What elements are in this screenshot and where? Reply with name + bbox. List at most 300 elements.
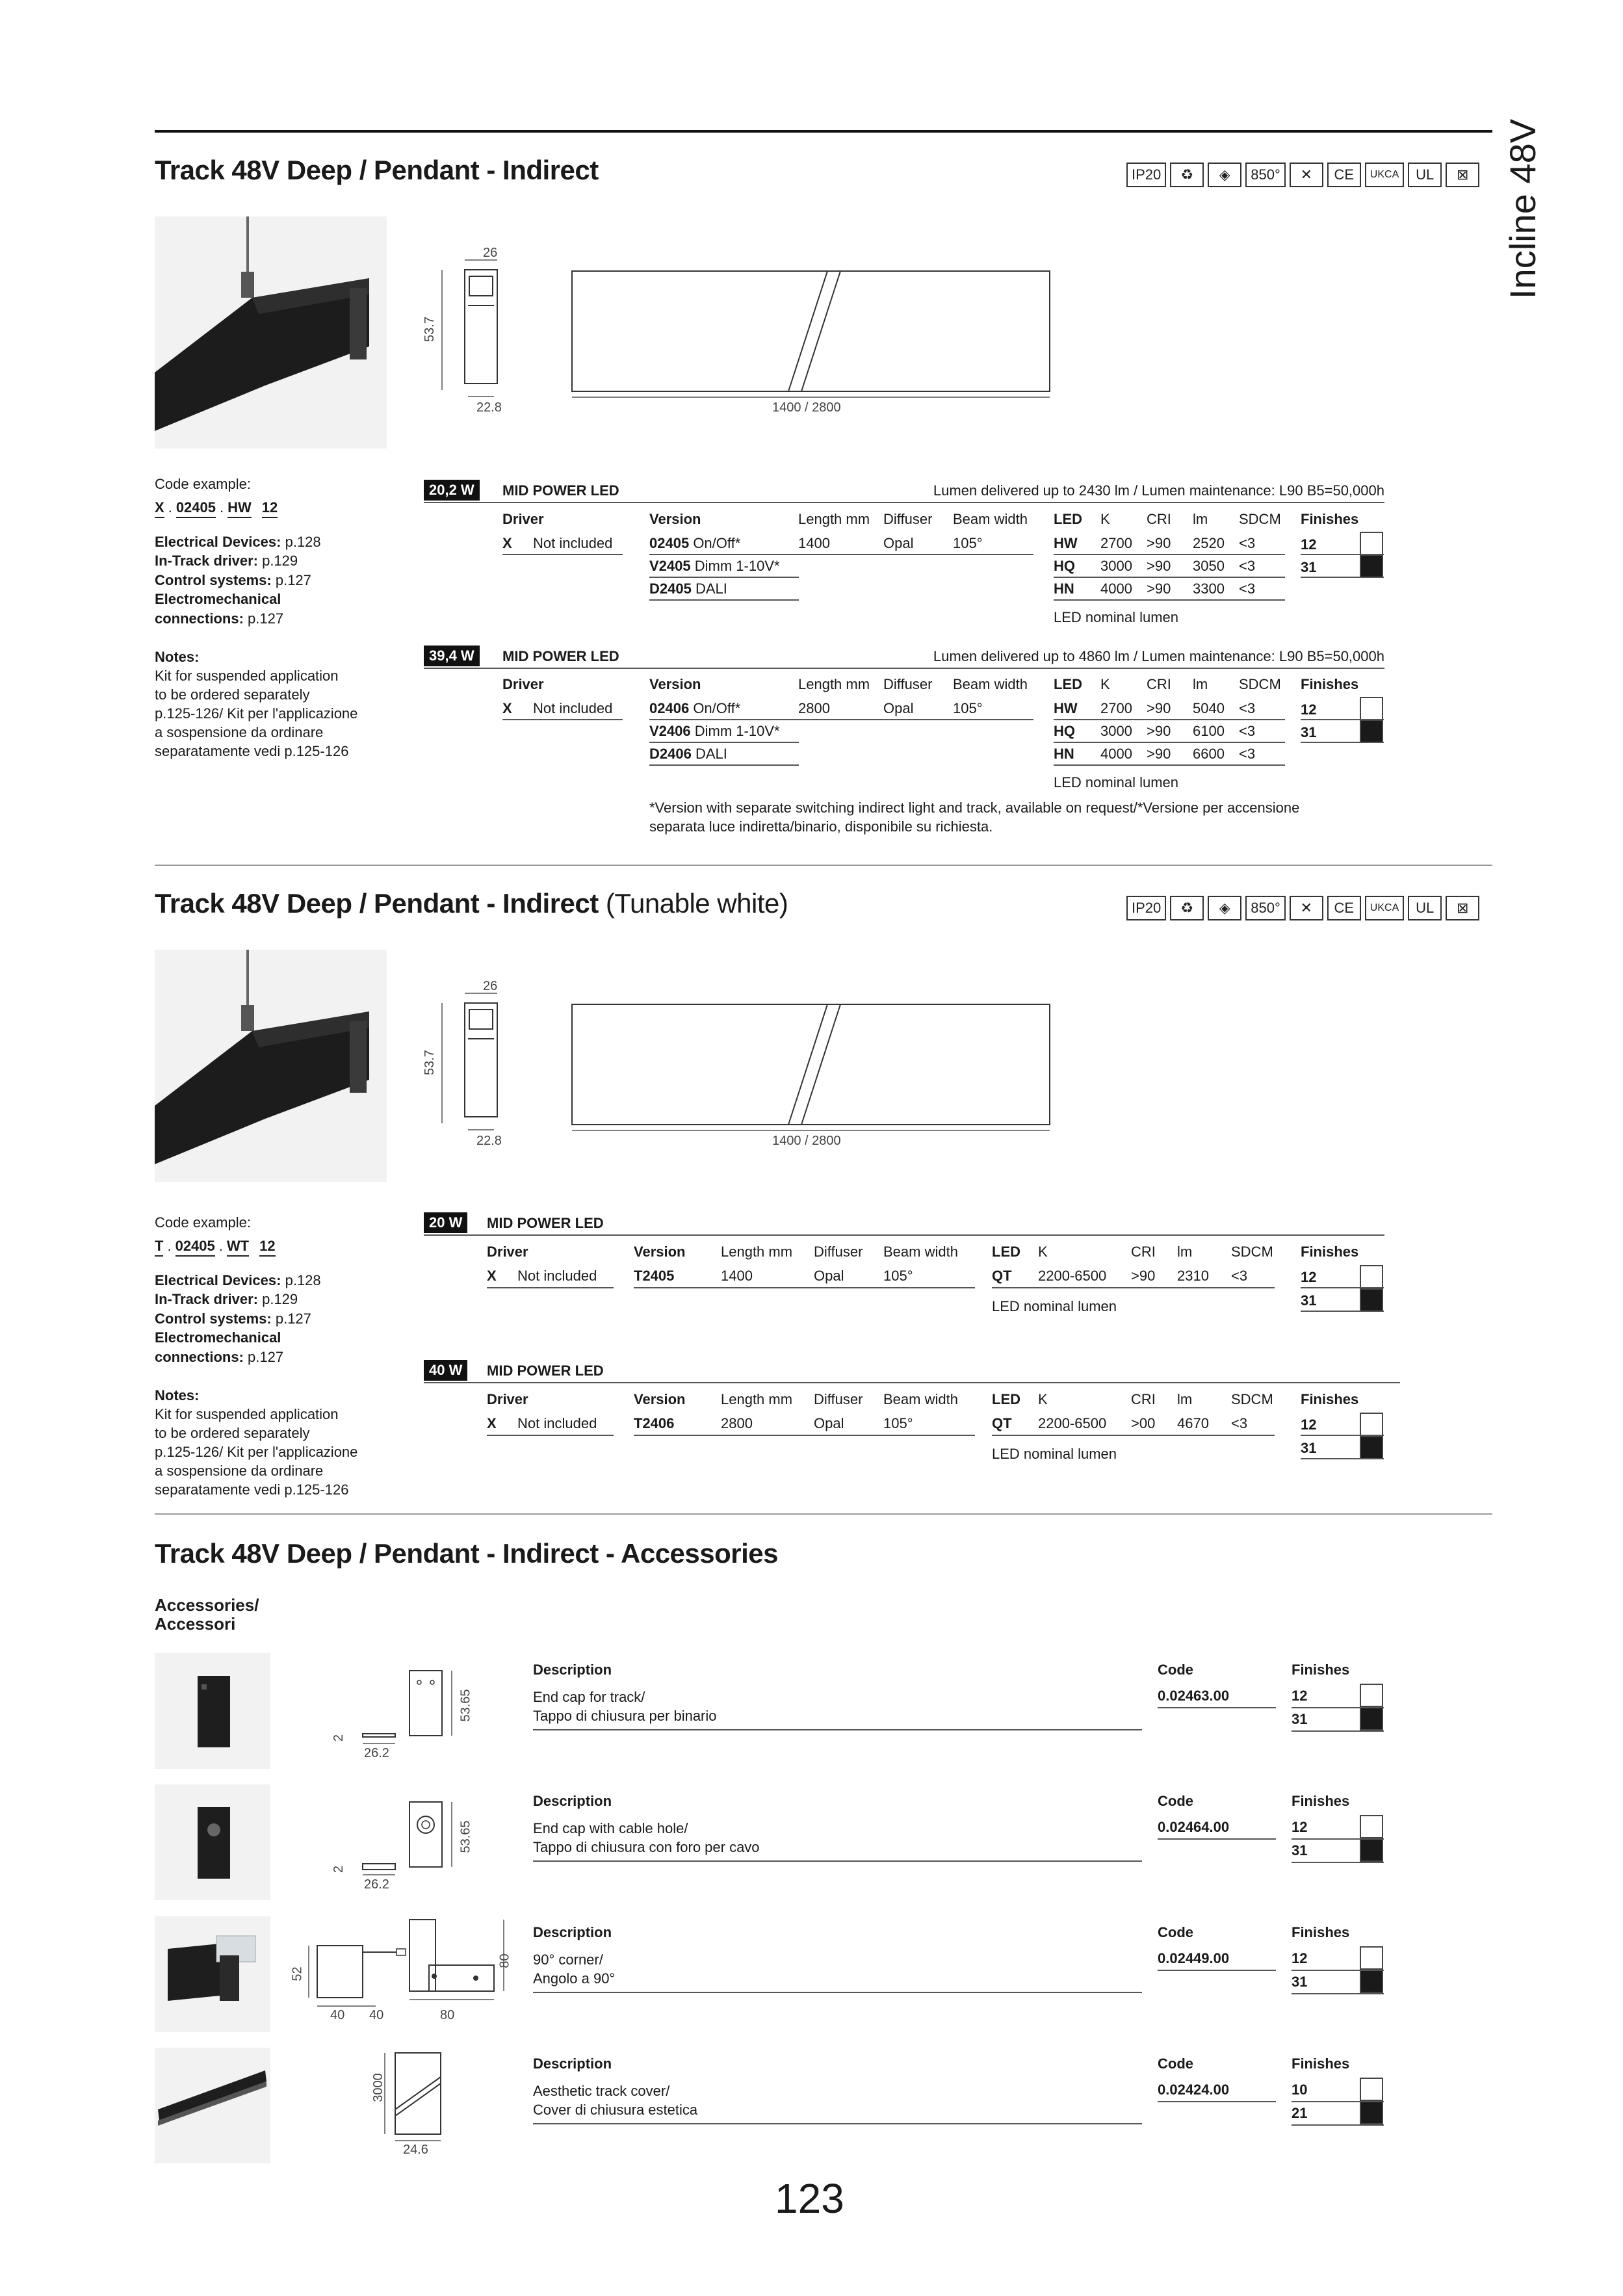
- led-sdcm-2a: <3: [1239, 700, 1256, 716]
- finish-4b: 31: [1301, 1440, 1317, 1456]
- led-nominal-2: LED nominal lumen: [1054, 774, 1178, 790]
- led-k-4: 2200-6500: [1038, 1415, 1107, 1431]
- control-systems-1: Control systems: p.127: [155, 572, 311, 588]
- th-sdcm-4: SDCM: [1231, 1391, 1273, 1407]
- led-k-2c: 4000: [1100, 746, 1132, 762]
- code-example-2: T . 02405 . WT 12: [155, 1236, 279, 1257]
- length-1: 1400: [798, 535, 830, 551]
- top-rule: [155, 130, 1492, 133]
- version-3: T2405: [634, 1268, 675, 1284]
- driver-code-3: X: [487, 1268, 497, 1284]
- product-photo-2: [155, 950, 387, 1182]
- led-sdcm-2b: <3: [1239, 723, 1256, 739]
- notes-line-1b: to be ordered separately: [155, 686, 310, 703]
- version-row-1a: 02405 On/Off*: [649, 535, 741, 551]
- th-cri-1: CRI: [1147, 511, 1171, 527]
- swatch-black-1: [1360, 554, 1383, 578]
- ce-icon: CE: [1327, 163, 1361, 187]
- swatch-white-2: [1360, 697, 1383, 720]
- led-code-1b: HQ: [1054, 558, 1075, 574]
- swatch-black-3: [1360, 1288, 1383, 1312]
- accessory-drawing-3: [305, 1916, 520, 2020]
- dim-length-1: 1400 / 2800: [772, 400, 841, 415]
- th-version-2: Version: [649, 676, 701, 692]
- finish-rule-3b: [1301, 1311, 1384, 1312]
- acc3-finish-rule-a: [1292, 1970, 1384, 1971]
- accessory-photo-2: [155, 1784, 270, 1900]
- led-sdcm-3: <3: [1231, 1268, 1248, 1284]
- acc4-code: 0.02424.00: [1158, 2081, 1230, 2098]
- th-lm-2: lm: [1193, 676, 1208, 692]
- ukca-icon: UKCA: [1365, 896, 1404, 920]
- acc4-finish-1: 10: [1292, 2081, 1308, 2098]
- notes-line-2d: a sospensione da ordinare: [155, 1463, 324, 1479]
- accessories-sub-1: Accessories/: [155, 1595, 259, 1615]
- power-badge-3: 20 W: [424, 1212, 467, 1233]
- acc2-finish-rule-b: [1292, 1862, 1384, 1863]
- accessory-photo-1: [155, 1653, 270, 1769]
- th-diffuser-4: Diffuser: [814, 1391, 863, 1407]
- led-nominal-4: LED nominal lumen: [992, 1446, 1117, 1462]
- finish-rule-4a: [1301, 1435, 1384, 1436]
- end-cap-image: [155, 1653, 270, 1769]
- spec-rule-4: [634, 1435, 975, 1436]
- acc1-dim-width: 26.2: [364, 1746, 389, 1760]
- led-lm-2c: 6600: [1193, 746, 1225, 762]
- acc4-swatch-white: [1360, 2078, 1383, 2101]
- th-sdcm-3: SDCM: [1231, 1244, 1273, 1260]
- led-type-1: MID POWER LED: [502, 482, 619, 499]
- pendant-profile-image: [155, 216, 387, 449]
- driver-rule-2: [502, 719, 623, 720]
- acc1-code-rule: [1158, 1707, 1276, 1708]
- ip20-icon: IP20: [1126, 896, 1166, 920]
- acc2-desc-2: Tappo di chiusura con foro per cavo: [533, 1839, 760, 1855]
- led-lm-1c: 3300: [1193, 581, 1225, 597]
- led-sdcm-2c: <3: [1239, 746, 1256, 762]
- section3-title: Track 48V Deep / Pendant - Indirect - Accessories: [155, 1538, 779, 1569]
- finish-4a: 12: [1301, 1416, 1317, 1433]
- version-row-2a: 02406 On/Off*: [649, 700, 741, 716]
- acc2-swatch-black: [1360, 1838, 1383, 1862]
- product-photo-1: [155, 216, 387, 449]
- ukca-icon: UKCA: [1365, 163, 1404, 187]
- led-lm-2a: 5040: [1193, 700, 1225, 716]
- acc3-th-code: Code: [1158, 1924, 1193, 1940]
- led-k-2a: 2700: [1100, 700, 1132, 716]
- code-example-label-1: Code example:: [155, 476, 251, 492]
- acc2-finish-2: 31: [1292, 1842, 1308, 1859]
- led-cri-1c: >90: [1147, 581, 1171, 597]
- finish-rule-2b: [1301, 742, 1384, 743]
- accessory-drawing-2: [325, 1795, 474, 1906]
- diffuser-2: Opal: [883, 700, 914, 716]
- section-divider-1: [155, 865, 1492, 866]
- led-sdcm-4: <3: [1231, 1415, 1248, 1431]
- electrical-devices-2: Electrical Devices: p.128: [155, 1272, 321, 1288]
- led-type-4: MID POWER LED: [487, 1363, 604, 1379]
- code-example-label-2: Code example:: [155, 1214, 251, 1231]
- spec-rule-3: [634, 1287, 975, 1288]
- led-rule-1c: [1054, 599, 1285, 601]
- length-4: 2800: [721, 1415, 753, 1431]
- th-version-1: Version: [649, 511, 701, 527]
- accessories-sub-2: Accessori: [155, 1614, 236, 1634]
- acc2-swatch-white: [1360, 1815, 1383, 1838]
- th-driver-4: Driver: [487, 1391, 528, 1407]
- led-cri-4: >00: [1131, 1415, 1156, 1431]
- notes-label-2: Notes:: [155, 1387, 200, 1403]
- acc4-desc-2: Cover di chiusura estetica: [533, 2102, 698, 2118]
- page-number: 123: [775, 2175, 844, 2222]
- block-rule-2: [424, 668, 1384, 669]
- acc3-dim-height: 52: [290, 1966, 305, 1981]
- lumen-info-2: Lumen delivered up to 4860 lm / Lumen maintenance: L90 B5=50,000h: [933, 648, 1384, 664]
- led-rule-4: [992, 1435, 1275, 1436]
- led-rule-2c: [1054, 764, 1285, 766]
- acc3-dim-w3: 80: [440, 2008, 455, 2022]
- finish-3a: 12: [1301, 1269, 1317, 1285]
- class-iii-icon: ◈: [1208, 163, 1241, 187]
- led-rule-2a: [1054, 719, 1285, 720]
- acc4-finish-rule-a: [1292, 2101, 1384, 2102]
- led-code-1c: HN: [1054, 581, 1074, 597]
- led-code-4: QT: [992, 1415, 1012, 1431]
- th-lm-1: lm: [1193, 511, 1208, 527]
- th-k-1: K: [1100, 511, 1110, 527]
- version-row-2b: V2406 Dimm 1-10V*: [649, 723, 780, 739]
- driver-rule-3: [487, 1287, 614, 1288]
- acc2-th-code: Code: [1158, 1793, 1193, 1809]
- control-systems-2: Control systems: p.127: [155, 1311, 311, 1327]
- acc1-desc-2: Tappo di chiusura per binario: [533, 1708, 717, 1724]
- led-rule-1a: [1054, 554, 1285, 555]
- led-cri-2b: >90: [1147, 723, 1171, 739]
- led-k-1b: 3000: [1100, 558, 1132, 574]
- dim-width-2: 26: [483, 979, 498, 993]
- version-row-1c: D2405 DALI: [649, 581, 727, 597]
- acc1-finish-rule-b: [1292, 1730, 1384, 1732]
- swatch-black-2: [1360, 720, 1383, 743]
- acc3-desc-rule: [533, 1992, 1142, 1993]
- th-diffuser-2: Diffuser: [883, 676, 933, 692]
- acc3-dim-h2: 80: [497, 1953, 512, 1968]
- ul-icon: UL: [1408, 896, 1442, 920]
- acc4-desc-1: Aesthetic track cover/: [533, 2083, 670, 2099]
- block-rule-4: [424, 1382, 1400, 1383]
- th-cri-4: CRI: [1131, 1391, 1156, 1407]
- accessory-drawing-1: [325, 1664, 474, 1775]
- th-led-4: LED: [992, 1391, 1020, 1407]
- th-finishes-3: Finishes: [1301, 1244, 1359, 1260]
- led-code-3: QT: [992, 1268, 1012, 1284]
- cert-icons-1: [1126, 163, 1479, 187]
- accessory-photo-3: [155, 1916, 270, 2032]
- power-badge-2: 39,4 W: [424, 646, 480, 666]
- end-cap-cable-hole-image: [155, 1784, 270, 1900]
- beam-2: 105°: [953, 700, 983, 716]
- swatch-white-3: [1360, 1265, 1383, 1288]
- th-cri-3: CRI: [1131, 1244, 1156, 1260]
- notes-line-2a: Kit for suspended application: [155, 1406, 339, 1422]
- dim-length-2: 1400 / 2800: [772, 1134, 841, 1148]
- acc1-finish-rule-a: [1292, 1707, 1384, 1708]
- acc3-finish-2: 31: [1292, 1974, 1308, 1990]
- acc3-dim-w1: 40: [330, 2008, 345, 2022]
- th-driver-3: Driver: [487, 1244, 528, 1260]
- driver-name-4: Not included: [517, 1415, 597, 1431]
- acc2-th-description: Description: [533, 1793, 612, 1809]
- acc2-finish-rule-a: [1292, 1838, 1384, 1840]
- diffuser-4: Opal: [814, 1415, 844, 1431]
- track-cover-image: [155, 2048, 270, 2163]
- acc4-th-finishes: Finishes: [1292, 2055, 1350, 2072]
- spec-rule-2: [798, 719, 1033, 720]
- th-length-1: Length mm: [798, 511, 870, 527]
- driver-rule-1: [502, 554, 623, 555]
- no-dimmer-icon: ✕: [1290, 896, 1323, 920]
- version-rule-1b: [649, 577, 799, 578]
- accessory-drawing-4: [364, 2048, 468, 2158]
- dim-width-1: 26: [483, 246, 498, 260]
- led-rule-1b: [1054, 577, 1285, 578]
- acc4-dim-length: 3000: [370, 2073, 385, 2102]
- connections-2: connections: p.127: [155, 1349, 284, 1365]
- driver-code-1: X: [502, 535, 512, 551]
- electromechanical-1: Electromechanical: [155, 591, 281, 607]
- finish-1b: 31: [1301, 559, 1317, 575]
- led-rule-2b: [1054, 742, 1285, 743]
- beam-4: 105°: [883, 1415, 913, 1431]
- swatch-white-4: [1360, 1413, 1383, 1436]
- acc1-swatch-black: [1360, 1707, 1383, 1730]
- led-k-1c: 4000: [1100, 581, 1132, 597]
- led-cri-2c: >90: [1147, 746, 1171, 762]
- acc1-dim-height: 53.65: [458, 1689, 473, 1722]
- version-rule-1a: [649, 554, 799, 555]
- th-k-4: K: [1038, 1391, 1048, 1407]
- led-code-2a: HW: [1054, 700, 1078, 716]
- weee-icon: ⊠: [1446, 896, 1479, 920]
- acc3-code: 0.02449.00: [1158, 1950, 1230, 1966]
- profile-length-drawing-2: [571, 1003, 1052, 1133]
- led-type-2: MID POWER LED: [502, 648, 619, 664]
- finish-3b: 31: [1301, 1292, 1317, 1309]
- connections-1: connections: p.127: [155, 610, 284, 627]
- power-badge-1: 20,2 W: [424, 480, 480, 501]
- acc1-finish-1: 12: [1292, 1688, 1308, 1704]
- finish-rule-4b: [1301, 1458, 1384, 1459]
- acc4-finish-rule-b: [1292, 2124, 1384, 2126]
- acc4-th-description: Description: [533, 2055, 612, 2072]
- section2-title: Track 48V Deep / Pendant - Indirect (Tunable white): [155, 888, 788, 919]
- acc4-swatch-black: [1360, 2101, 1383, 2124]
- electromechanical-2: Electromechanical: [155, 1329, 281, 1346]
- acc2-desc-1: End cap with cable hole/: [533, 1820, 688, 1836]
- corner-joint-image: [155, 1916, 270, 2032]
- th-diffuser-3: Diffuser: [814, 1244, 863, 1260]
- accessory-photo-4: [155, 2048, 270, 2163]
- led-cri-1a: >90: [1147, 535, 1171, 551]
- version-row-1b: V2405 Dimm 1-10V*: [649, 558, 780, 574]
- version-rule-1c: [649, 599, 799, 601]
- driver-name-2: Not included: [533, 700, 613, 716]
- diffuser-3: Opal: [814, 1268, 844, 1284]
- acc1-dim-thick: 2: [331, 1734, 346, 1742]
- th-length-3: Length mm: [721, 1244, 793, 1260]
- version-row-2c: D2406 DALI: [649, 746, 727, 762]
- th-finishes-1: Finishes: [1301, 511, 1359, 527]
- ul-icon: UL: [1408, 163, 1442, 187]
- driver-code-4: X: [487, 1415, 497, 1431]
- acc2-th-finishes: Finishes: [1292, 1793, 1350, 1809]
- version-rule-2c: [649, 764, 799, 766]
- acc2-dim-width: 26.2: [364, 1877, 389, 1892]
- no-dimmer-icon: ✕: [1290, 163, 1323, 187]
- acc4-th-code: Code: [1158, 2055, 1193, 2072]
- side-title: Incline 48V: [1502, 118, 1543, 299]
- notes-line-2c: p.125-126/ Kit per l'applicazione: [155, 1444, 358, 1460]
- led-cri-3: >90: [1131, 1268, 1156, 1284]
- led-cri-2a: >90: [1147, 700, 1171, 716]
- led-nominal-1: LED nominal lumen: [1054, 609, 1178, 625]
- finish-1a: 12: [1301, 536, 1317, 553]
- acc3-code-rule: [1158, 1970, 1276, 1971]
- th-beam-2: Beam width: [953, 676, 1028, 692]
- length-3: 1400: [721, 1268, 753, 1284]
- th-lm-3: lm: [1177, 1244, 1193, 1260]
- code-example-1: X . 02405 . HW 12: [155, 498, 281, 518]
- acc1-th-description: Description: [533, 1662, 612, 1678]
- swatch-white-1: [1360, 532, 1383, 555]
- finish-rule-1b: [1301, 577, 1384, 578]
- th-length-2: Length mm: [798, 676, 870, 692]
- th-k-2: K: [1100, 676, 1110, 692]
- led-lm-1b: 3050: [1193, 558, 1225, 574]
- lumen-info-1: Lumen delivered up to 2430 lm / Lumen maintenance: L90 B5=50,000h: [933, 482, 1384, 499]
- diffuser-1: Opal: [883, 535, 914, 551]
- acc2-finish-1: 12: [1292, 1819, 1308, 1835]
- led-rule-3: [992, 1287, 1275, 1288]
- version-rule-2b: [649, 742, 799, 743]
- led-code-2c: HN: [1054, 746, 1074, 762]
- finish-rule-3a: [1301, 1287, 1384, 1288]
- th-sdcm-1: SDCM: [1239, 511, 1281, 527]
- th-led-3: LED: [992, 1244, 1020, 1260]
- acc4-dim-width: 24.6: [403, 2143, 428, 2157]
- acc3-desc-1: 90° corner/: [533, 1951, 603, 1968]
- acc1-th-code: Code: [1158, 1662, 1193, 1678]
- acc2-desc-rule: [533, 1860, 1142, 1862]
- finish-rule-2a: [1301, 719, 1384, 720]
- acc1-desc-rule: [533, 1729, 1142, 1730]
- acc3-desc-2: Angolo a 90°: [533, 1970, 616, 1987]
- in-track-driver-2: In-Track driver: p.129: [155, 1291, 298, 1307]
- swatch-black-4: [1360, 1436, 1383, 1459]
- footnote-1: *Version with separate switching indirect light and track, available on request/*Versione per accensione: [649, 800, 1300, 816]
- th-cri-2: CRI: [1147, 676, 1171, 692]
- block-rule-1: [424, 502, 1384, 503]
- led-type-3: MID POWER LED: [487, 1215, 604, 1231]
- footnote-2: separata luce indiretta/binario, disponibile su richiesta.: [649, 818, 993, 835]
- led-k-1a: 2700: [1100, 535, 1132, 551]
- driver-name-1: Not included: [533, 535, 613, 551]
- acc3-th-finishes: Finishes: [1292, 1924, 1350, 1940]
- th-version-3: Version: [634, 1244, 686, 1260]
- section-divider-2: [155, 1513, 1492, 1515]
- electrical-devices-1: Electrical Devices: p.128: [155, 534, 321, 550]
- acc4-code-rule: [1158, 2101, 1276, 2102]
- acc2-dim-height: 53.65: [458, 1820, 473, 1853]
- pendant-profile-image: [155, 950, 387, 1182]
- version-4: T2406: [634, 1415, 675, 1431]
- acc1-code: 0.02463.00: [1158, 1688, 1230, 1704]
- led-lm-3: 2310: [1177, 1268, 1209, 1284]
- acc3-swatch-black: [1360, 1970, 1383, 1993]
- ce-icon: CE: [1327, 896, 1361, 920]
- led-sdcm-1c: <3: [1239, 581, 1256, 597]
- section1-title: Track 48V Deep / Pendant - Indirect: [155, 155, 599, 185]
- th-beam-1: Beam width: [953, 511, 1028, 527]
- acc1-th-finishes: Finishes: [1292, 1662, 1350, 1678]
- power-badge-4: 40 W: [424, 1360, 467, 1381]
- in-track-driver-1: In-Track driver: p.129: [155, 553, 298, 569]
- acc3-finish-rule-b: [1292, 1993, 1384, 1994]
- notes-line-2e: separatamente vedi p.125-126: [155, 1481, 349, 1498]
- acc4-desc-rule: [533, 2123, 1142, 2124]
- dim-base-1: 22.8: [476, 400, 502, 415]
- th-led-1: LED: [1054, 511, 1082, 527]
- th-k-3: K: [1038, 1244, 1048, 1260]
- recycle-icon: ♻: [1170, 163, 1204, 187]
- led-sdcm-1b: <3: [1239, 558, 1256, 574]
- led-k-2b: 3000: [1100, 723, 1132, 739]
- acc1-swatch-white: [1360, 1684, 1383, 1707]
- beam-3: 105°: [883, 1268, 913, 1284]
- dim-height-2: 53.7: [422, 1050, 437, 1075]
- notes-line-1e: separatamente vedi p.125-126: [155, 743, 349, 759]
- led-nominal-3: LED nominal lumen: [992, 1298, 1117, 1314]
- length-2: 2800: [798, 700, 830, 716]
- acc3-dim-w2: 40: [369, 2008, 384, 2022]
- led-lm-2b: 6100: [1193, 723, 1225, 739]
- acc2-code-rule: [1158, 1838, 1276, 1840]
- led-sdcm-1a: <3: [1239, 535, 1256, 551]
- spec-rule-1: [798, 554, 1033, 555]
- th-driver-2: Driver: [502, 676, 544, 692]
- th-beam-3: Beam width: [883, 1244, 958, 1260]
- acc2-dim-thick: 2: [331, 1865, 346, 1873]
- dim-height-1: 53.7: [422, 317, 437, 342]
- profile-cross-section-1: [429, 247, 539, 410]
- version-rule-2a: [649, 719, 799, 720]
- notes-line-1a: Kit for suspended application: [155, 668, 339, 684]
- led-code-2b: HQ: [1054, 723, 1075, 739]
- profile-length-drawing-1: [571, 270, 1052, 400]
- th-length-4: Length mm: [721, 1391, 793, 1407]
- recycle-icon: ♻: [1170, 896, 1204, 920]
- cert-icons-2: [1126, 896, 1479, 920]
- th-finishes-4: Finishes: [1301, 1391, 1359, 1407]
- th-led-2: LED: [1054, 676, 1082, 692]
- acc3-finish-1: 12: [1292, 1950, 1308, 1966]
- th-lm-4: lm: [1177, 1391, 1193, 1407]
- acc2-code: 0.02464.00: [1158, 1819, 1230, 1835]
- notes-label-1: Notes:: [155, 649, 200, 665]
- acc4-finish-2: 21: [1292, 2105, 1308, 2121]
- led-k-3: 2200-6500: [1038, 1268, 1107, 1284]
- finish-rule-1a: [1301, 554, 1384, 555]
